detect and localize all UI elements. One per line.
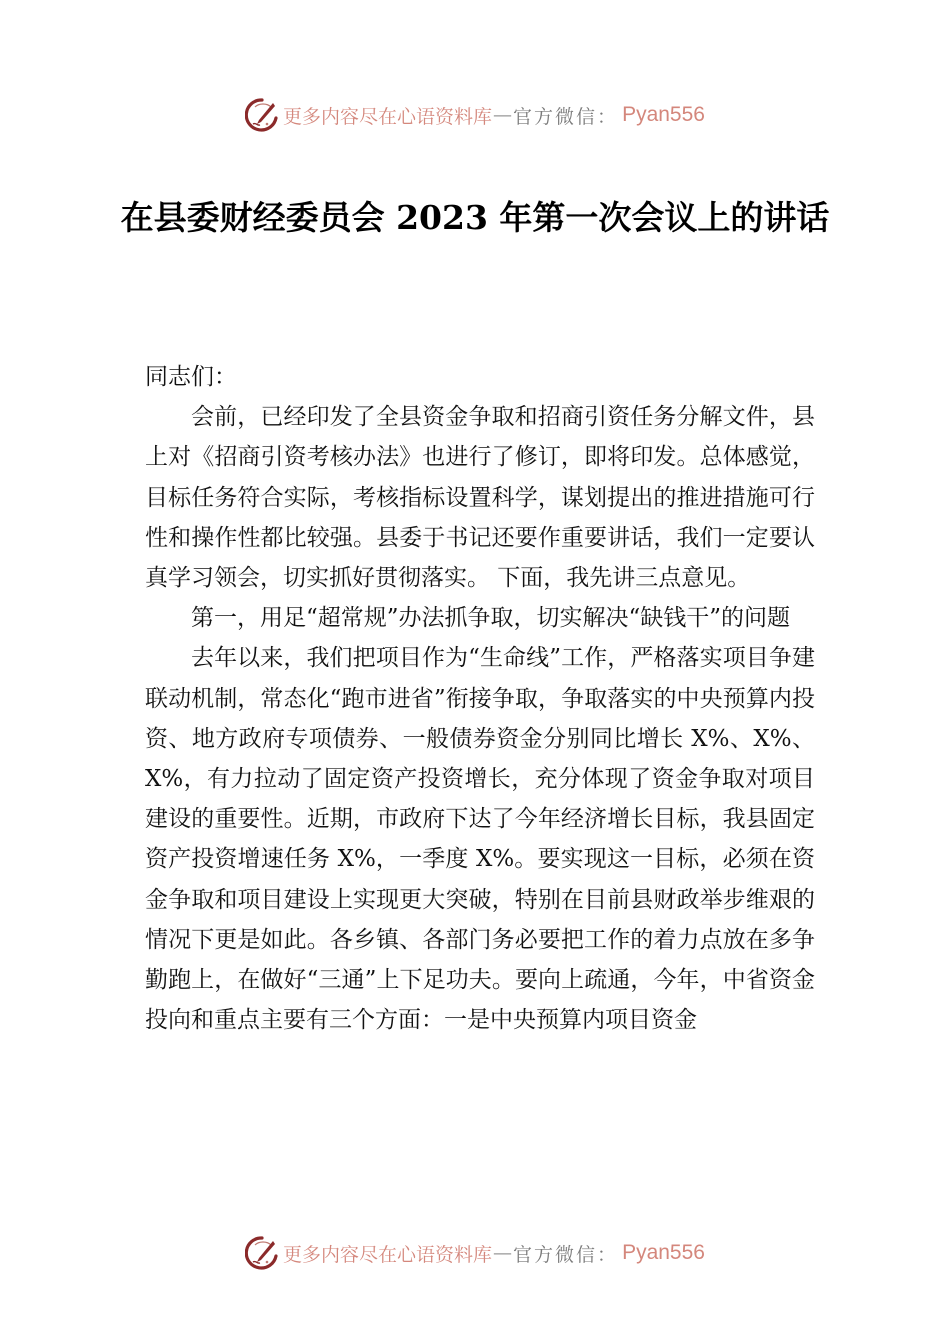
paragraph-intro: 会前，已经印发了全县资金争取和招商引资任务分解文件，县上对《招商引资考核办法》也进行了修订，即将印发。总体感觉，目标任务符合实际，考核指标设置科学，谋划提出的推进措施可行性和操作性都比较强。县委于书记还要作重要讲话，我们一定要认真学习领会，切实抓好贯彻落实。 下面，我先讲三点意见。 [145, 404, 815, 592]
section-heading-first: 第一，用足“超常规”办法抓争取，切实解决“缺钱干”的问题 [191, 605, 791, 632]
wechat-label: 官方微信： [513, 105, 619, 128]
document-title: 在县委财经委员会 2023 年第一次会议上的讲话 [120, 198, 830, 237]
paragraph-body: 去年以来，我们把项目作为“生命线”工作，严格落实项目争建联动机制，常态化“跑市进省”衔接争取，争取落实的中央预算内投资、地方政府专项债券、一般债券资金分别同比增长 X%、X%、X%，有力拉动了固定资产投资增长，充分体现了资金争取对项目建设的重要性。近期，市政府下达了今年经济增长目标，我县固定资产投资增速任务 X%，一季度 X%。要实现这一目标，必须在资金争取和项目建设上实现更大突破，特别在目前县财政举步维艰的情况下更是如此。各乡镇、各部门务必要把工作的着力点放在多争勤跑上，在做好“三通”上下足功夫。要向上疏通，今年，中省资金投向和重点主要有三个方面：一是中央预算内项目资金 [145, 645, 815, 1034]
separator-dash: — [493, 1242, 513, 1264]
document-body [145, 357, 815, 1040]
quill-pen-logo-icon [245, 98, 279, 132]
wechat-id: Pyan556 [622, 103, 705, 126]
promo-text: 更多内容尽在心语资料库 [283, 105, 493, 128]
header-banner [0, 95, 950, 135]
separator-dash: — [493, 104, 513, 126]
promo-text: 更多内容尽在心语资料库 [283, 1243, 493, 1266]
quill-pen-logo-icon [245, 1236, 279, 1270]
wechat-label: 官方微信： [513, 1243, 619, 1266]
footer-banner [0, 1233, 950, 1273]
salutation: 同志们： [145, 364, 237, 390]
wechat-id: Pyan556 [622, 1241, 705, 1264]
